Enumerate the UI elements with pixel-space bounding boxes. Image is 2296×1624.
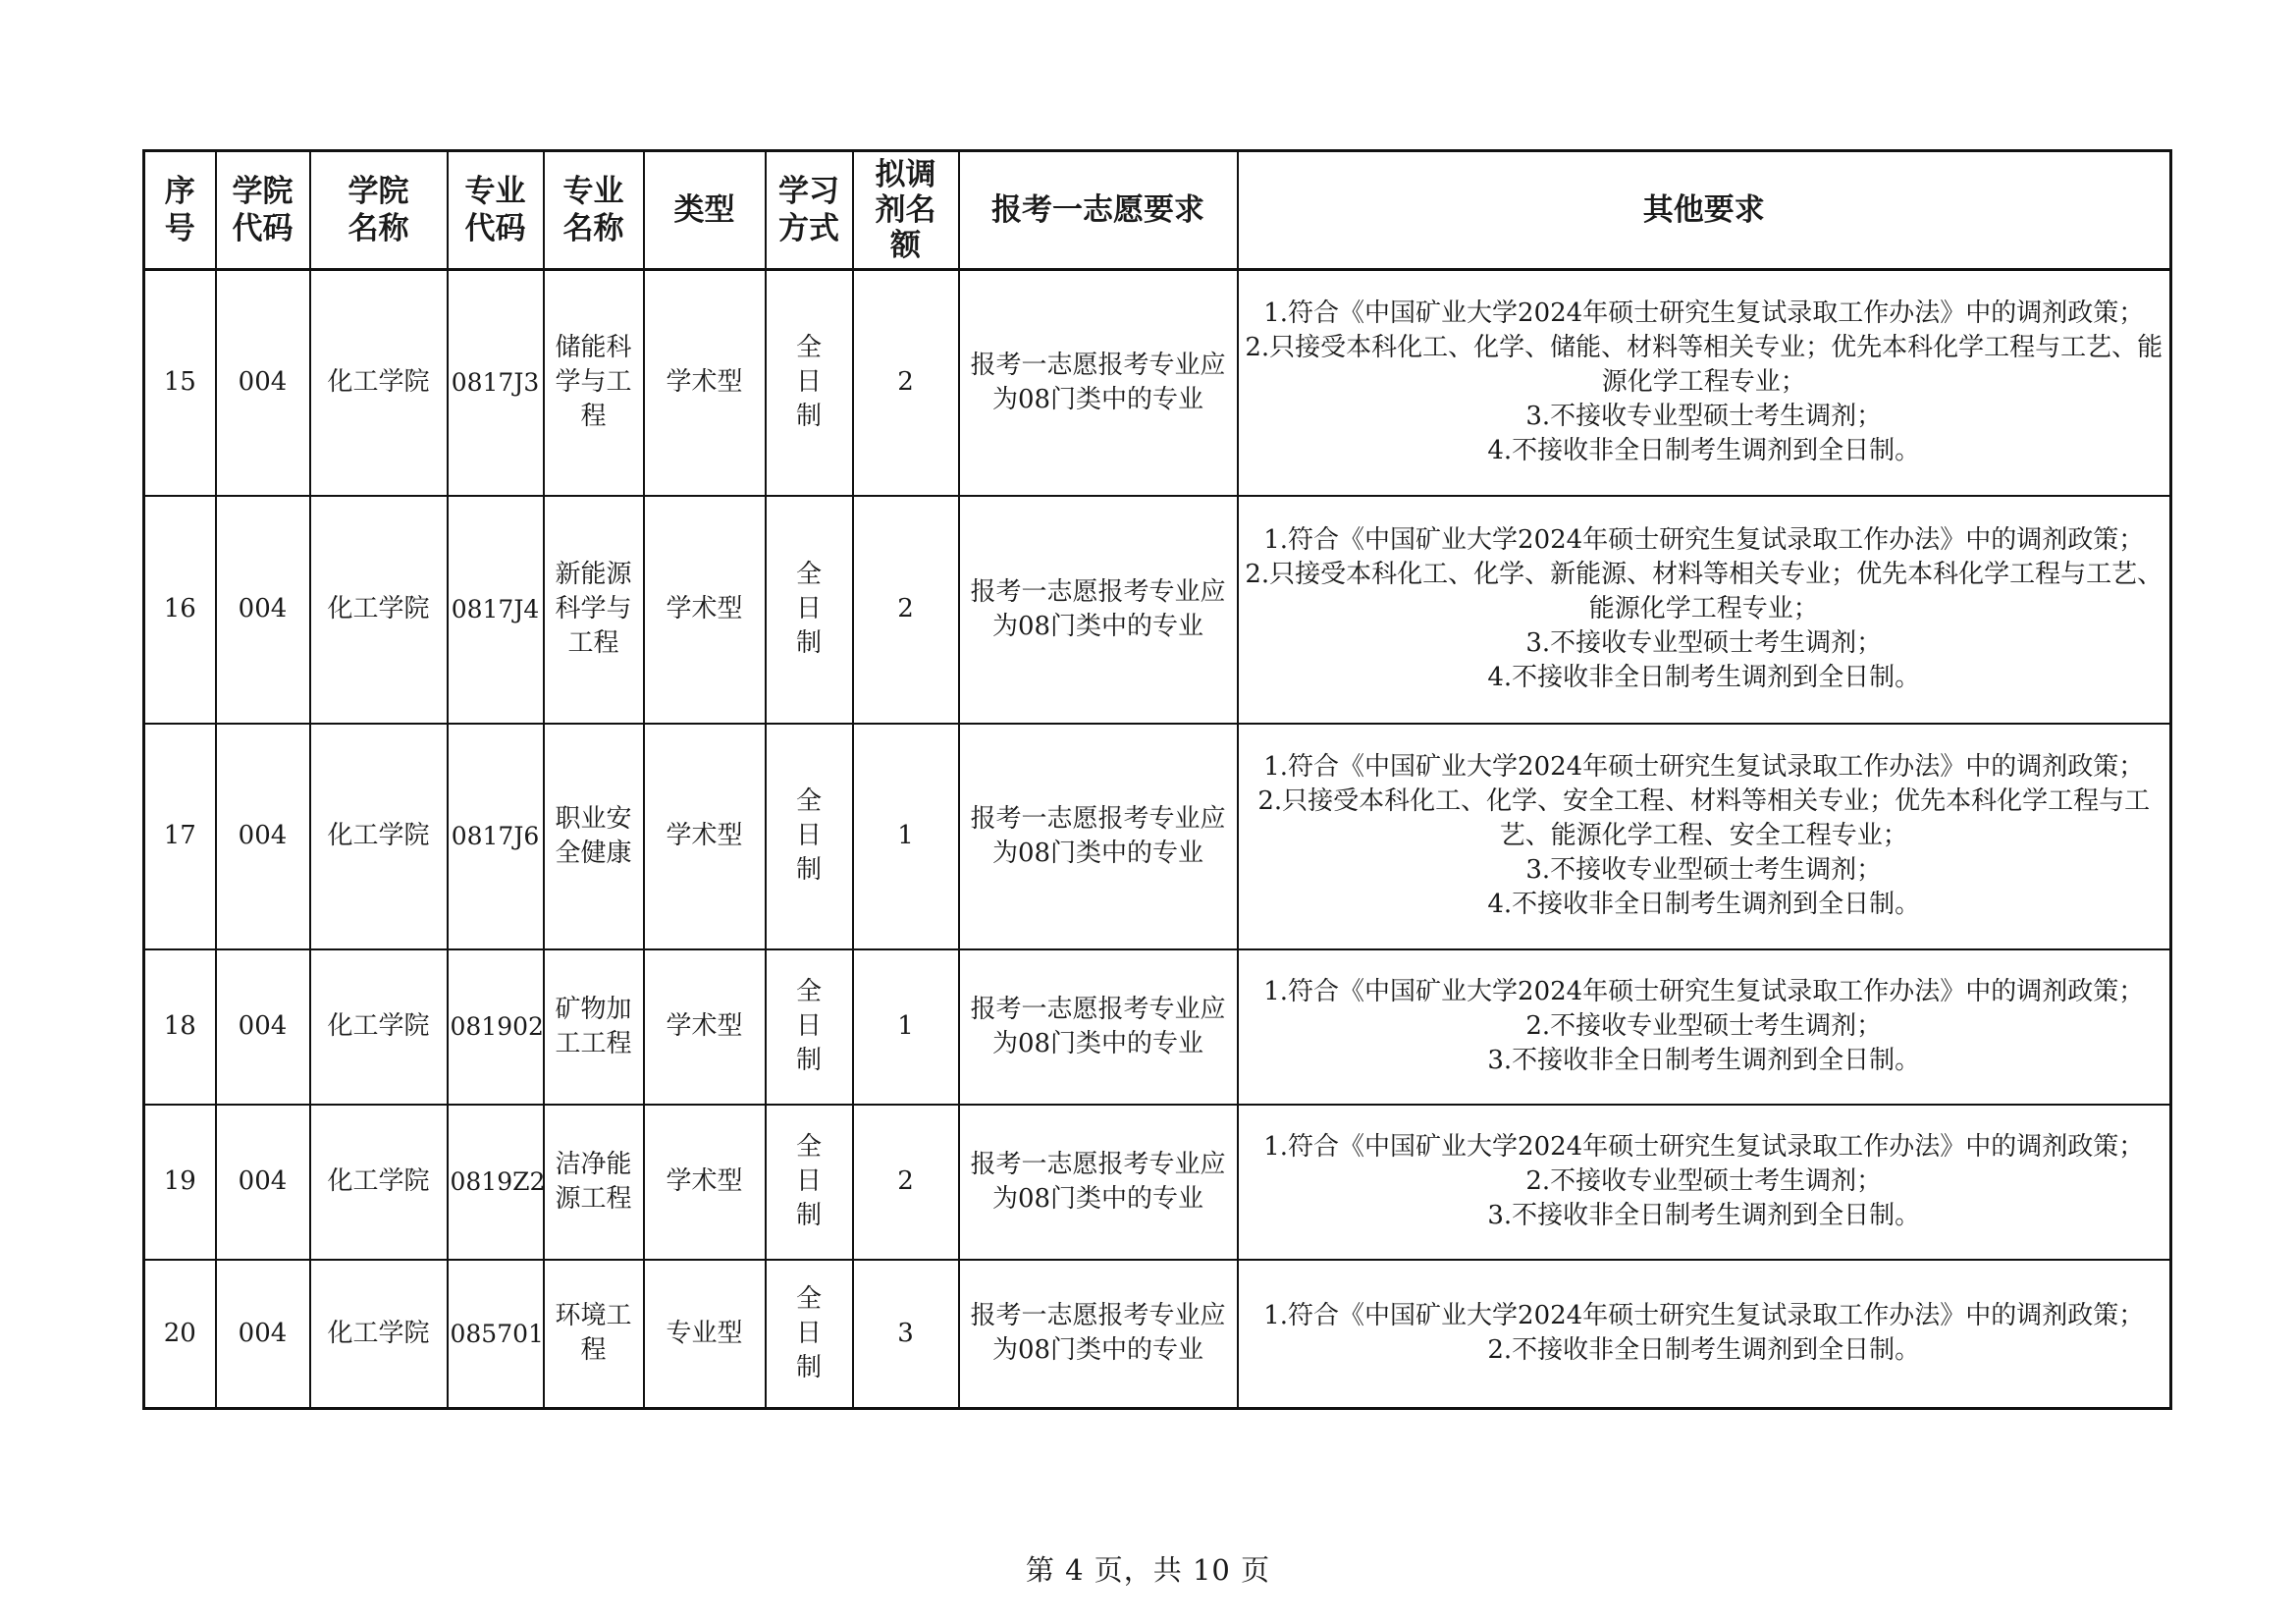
cell-first-choice: 报考一志愿报考专业应为08门类中的专业 xyxy=(959,949,1238,1105)
cell-seq: 18 xyxy=(144,949,216,1105)
cell-type: 学术型 xyxy=(644,270,766,496)
cell-quota: 1 xyxy=(853,949,959,1105)
cell-other-requirements xyxy=(1238,270,2171,496)
cell-quota: 2 xyxy=(853,496,959,724)
header-college-code: 学院代码 xyxy=(216,151,310,270)
cell-major-name: 职业安全健康 xyxy=(544,724,644,949)
cell-college-name: 化工学院 xyxy=(310,1105,448,1260)
requirement-line: 3.不接收非全日制考生调剂到全日制。 xyxy=(1487,1201,1921,1230)
cell-other-requirements xyxy=(1238,496,2171,724)
header-first-choice: 报考一志愿要求 xyxy=(959,151,1238,270)
table-row xyxy=(144,724,2171,949)
cell-study-mode: 全日制 xyxy=(766,496,853,724)
cell-quota: 2 xyxy=(853,270,959,496)
cell-first-choice: 报考一志愿报考专业应为08门类中的专业 xyxy=(959,724,1238,949)
cell-seq: 16 xyxy=(144,496,216,724)
requirement-line: 1.符合《中国矿业大学2024年硕士研究生复试录取工作办法》中的调剂政策； xyxy=(1263,752,2145,782)
header-study-mode: 学习方式 xyxy=(766,151,853,270)
cell-college-name: 化工学院 xyxy=(310,1260,448,1409)
requirement-line: 1.符合《中国矿业大学2024年硕士研究生复试录取工作办法》中的调剂政策； xyxy=(1263,525,2145,555)
cell-study-mode: 全日制 xyxy=(766,724,853,949)
cell-major-code: 0817J4 xyxy=(448,496,544,724)
requirement-line: 2.不接收专业型硕士考生调剂； xyxy=(1525,1166,1883,1196)
cell-first-choice: 报考一志愿报考专业应为08门类中的专业 xyxy=(959,1260,1238,1409)
cell-college-code: 004 xyxy=(216,1105,310,1260)
cell-quota: 2 xyxy=(853,1105,959,1260)
cell-college-name: 化工学院 xyxy=(310,270,448,496)
requirement-line: 3.不接收专业型硕士考生调剂； xyxy=(1525,402,1883,432)
header-major-code: 专业代码 xyxy=(448,151,544,270)
page-footer: 第 4 页，共 10 页 xyxy=(1025,1553,1271,1587)
requirement-line: 4.不接收非全日制考生调剂到全日制。 xyxy=(1487,890,1921,919)
cell-type: 学术型 xyxy=(644,949,766,1105)
adjustment-table xyxy=(142,149,2172,1410)
cell-major-name: 洁净能源工程 xyxy=(544,1105,644,1260)
cell-college-code: 004 xyxy=(216,496,310,724)
cell-seq: 17 xyxy=(144,724,216,949)
header-major-name: 专业名称 xyxy=(544,151,644,270)
cell-major-code: 085701 xyxy=(448,1260,544,1409)
header-college-name: 学院名称 xyxy=(310,151,448,270)
cell-college-name: 化工学院 xyxy=(310,724,448,949)
requirement-line: 2.不接收非全日制考生调剂到全日制。 xyxy=(1487,1335,1921,1366)
header-seq: 序号 xyxy=(144,151,216,270)
cell-other-requirements xyxy=(1238,724,2171,949)
requirement-line: 2.只接受本科化工、化学、储能、材料等相关专业；优先本科化学工程与工艺、能源化学工程专业； xyxy=(1245,333,2163,398)
cell-major-code: 0817J3 xyxy=(448,270,544,496)
table-row xyxy=(144,1260,2171,1409)
header-other: 其他要求 xyxy=(1238,151,2171,270)
header-type: 类型 xyxy=(644,151,766,270)
cell-seq: 19 xyxy=(144,1105,216,1260)
cell-major-code: 0819Z2 xyxy=(448,1105,544,1260)
cell-first-choice: 报考一志愿报考专业应为08门类中的专业 xyxy=(959,270,1238,496)
cell-type: 学术型 xyxy=(644,724,766,949)
table-row xyxy=(144,949,2171,1105)
requirement-line: 2.只接受本科化工、化学、安全工程、材料等相关专业；优先本科化学工程与工艺、能源化学工程、安全工程专业； xyxy=(1257,786,2151,850)
cell-seq: 15 xyxy=(144,270,216,496)
requirement-line: 3.不接收非全日制考生调剂到全日制。 xyxy=(1487,1046,1921,1075)
requirement-line: 4.不接收非全日制考生调剂到全日制。 xyxy=(1487,663,1921,692)
cell-college-code: 004 xyxy=(216,949,310,1105)
cell-other-requirements xyxy=(1238,1105,2171,1260)
cell-college-name: 化工学院 xyxy=(310,496,448,724)
cell-major-name: 环境工程 xyxy=(544,1260,644,1409)
requirement-line: 3.不接收专业型硕士考生调剂； xyxy=(1525,855,1883,885)
cell-college-code: 004 xyxy=(216,270,310,496)
cell-type: 学术型 xyxy=(644,1105,766,1260)
cell-college-code: 004 xyxy=(216,1260,310,1409)
cell-major-code: 0817J6 xyxy=(448,724,544,949)
requirement-line: 1.符合《中国矿业大学2024年硕士研究生复试录取工作办法》中的调剂政策； xyxy=(1263,1132,2145,1162)
cell-type: 学术型 xyxy=(644,496,766,724)
cell-quota: 1 xyxy=(853,724,959,949)
table-row xyxy=(144,1105,2171,1260)
cell-study-mode: 全日制 xyxy=(766,270,853,496)
requirement-line: 2.只接受本科化工、化学、新能源、材料等相关专业；优先本科化学工程与工艺、能源化学工程专业； xyxy=(1245,560,2163,623)
cell-major-code: 081902 xyxy=(448,949,544,1105)
cell-seq: 20 xyxy=(144,1260,216,1409)
table-header xyxy=(144,151,2171,270)
requirement-line: 1.符合《中国矿业大学2024年硕士研究生复试录取工作办法》中的调剂政策； xyxy=(1263,298,2145,329)
cell-other-requirements xyxy=(1238,949,2171,1105)
cell-study-mode: 全日制 xyxy=(766,1105,853,1260)
cell-study-mode: 全日制 xyxy=(766,949,853,1105)
table-body xyxy=(144,270,2171,1409)
cell-major-name: 矿物加工工程 xyxy=(544,949,644,1105)
table-row xyxy=(144,270,2171,496)
requirement-line: 3.不接收专业型硕士考生调剂； xyxy=(1525,628,1883,658)
requirement-line: 2.不接收专业型硕士考生调剂； xyxy=(1525,1011,1883,1041)
requirement-line: 1.符合《中国矿业大学2024年硕士研究生复试录取工作办法》中的调剂政策； xyxy=(1263,977,2145,1006)
cell-study-mode: 全日制 xyxy=(766,1260,853,1409)
cell-college-code: 004 xyxy=(216,724,310,949)
header-quota: 拟调剂名额 xyxy=(853,151,959,270)
cell-quota: 3 xyxy=(853,1260,959,1409)
cell-major-name: 储能科学与工程 xyxy=(544,270,644,496)
cell-first-choice: 报考一志愿报考专业应为08门类中的专业 xyxy=(959,496,1238,724)
cell-first-choice: 报考一志愿报考专业应为08门类中的专业 xyxy=(959,1105,1238,1260)
table-row xyxy=(144,496,2171,724)
cell-other-requirements xyxy=(1238,1260,2171,1409)
cell-college-name: 化工学院 xyxy=(310,949,448,1105)
requirement-line: 1.符合《中国矿业大学2024年硕士研究生复试录取工作办法》中的调剂政策； xyxy=(1263,1301,2145,1331)
cell-type: 专业型 xyxy=(644,1260,766,1409)
cell-major-name: 新能源科学与工程 xyxy=(544,496,644,724)
requirement-line: 4.不接收非全日制考生调剂到全日制。 xyxy=(1487,436,1921,466)
